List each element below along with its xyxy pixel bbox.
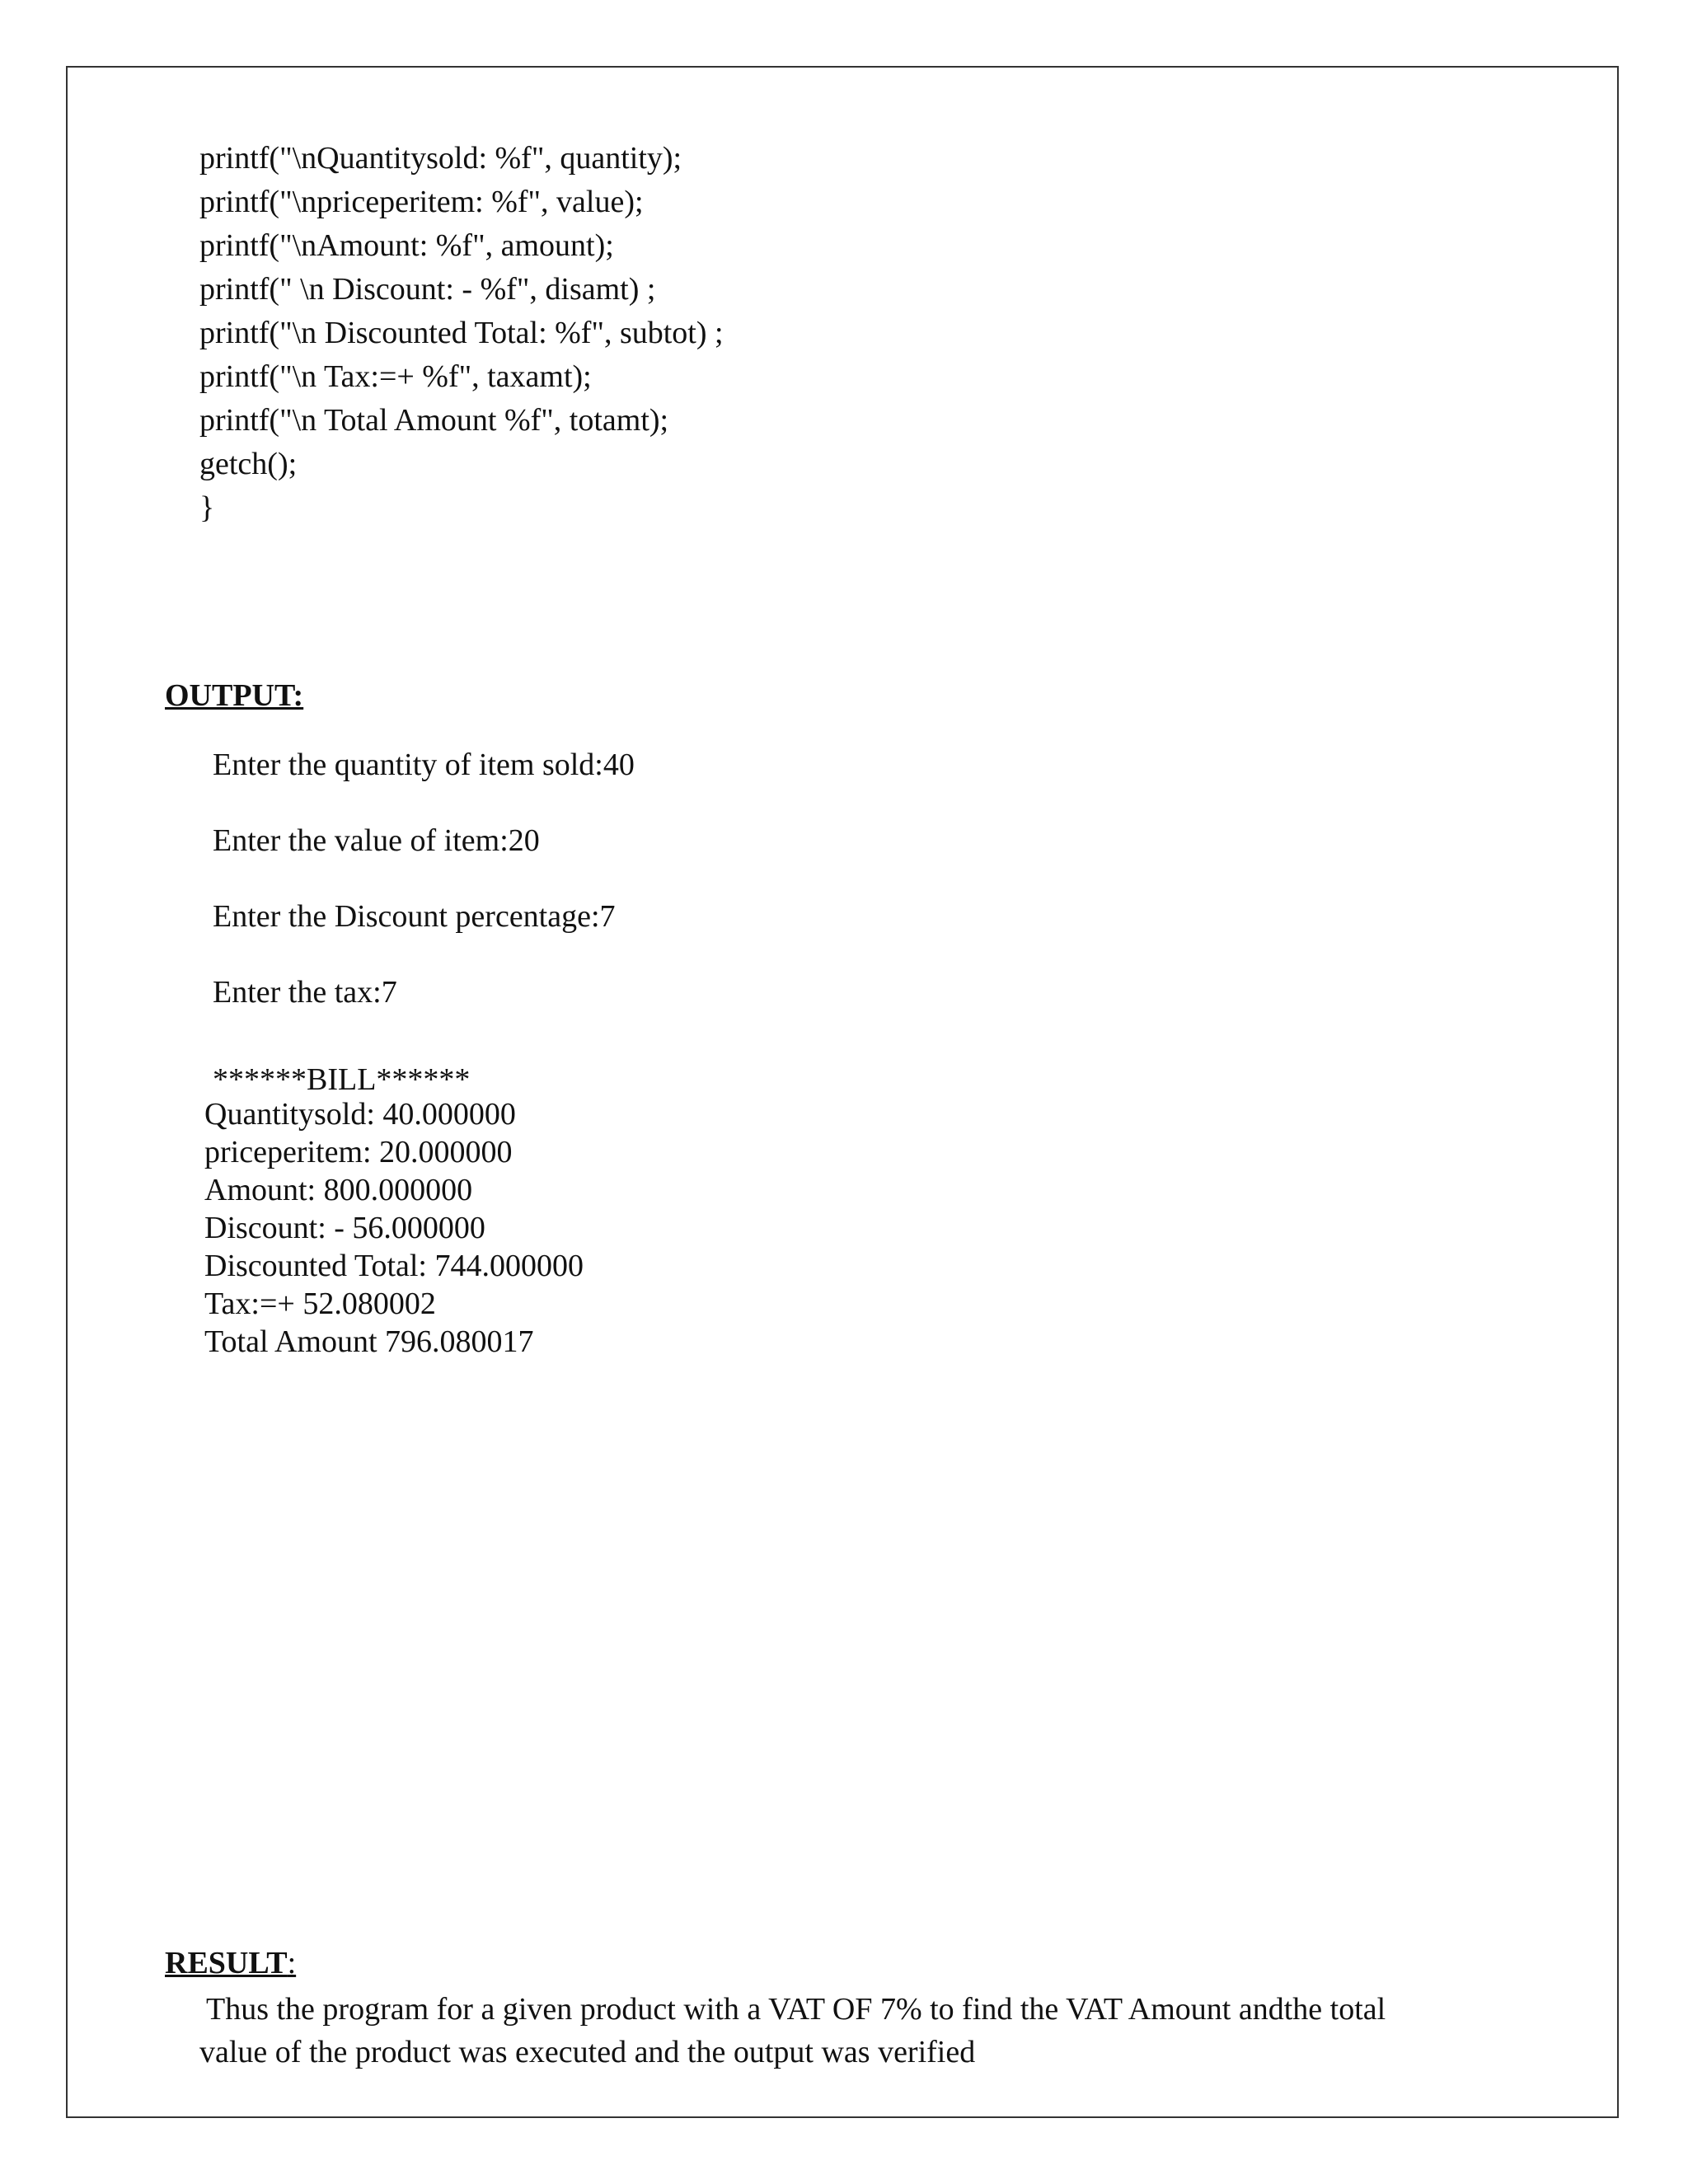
code-listing (199, 137, 724, 530)
result-heading-colon: : (287, 1946, 297, 1980)
bill-line-discount: Discount: - 56.000000 (204, 1211, 485, 1245)
code-line: getch(); (199, 447, 298, 481)
output-prompt-quantity: Enter the quantity of item sold:40 (213, 748, 635, 782)
bill-line-total-amount: Total Amount 796.080017 (204, 1324, 534, 1359)
bill-line-quantity: Quantitysold: 40.000000 (204, 1097, 516, 1132)
result-paragraph (199, 1988, 1584, 2074)
code-line: } (199, 490, 215, 525)
code-line: printf("\nAmount: %f", amount); (199, 228, 614, 263)
result-heading-wrapper (165, 1945, 296, 1981)
bill-line-tax: Tax:=+ 52.080002 (204, 1286, 436, 1321)
bill-line-discounted-total: Discounted Total: 744.000000 (204, 1249, 584, 1283)
code-line: printf("\n Discounted Total: %f", subtot) ; (199, 316, 724, 350)
bill-line-amount: Amount: 800.000000 (204, 1173, 473, 1207)
code-line: printf("\npriceperitem: %f", value); (199, 185, 644, 219)
output-prompt-discount: Enter the Discount percentage:7 (213, 899, 616, 934)
code-line: printf("\n Total Amount %f", totamt); (199, 403, 669, 438)
bill-line-price: priceperitem: 20.000000 (204, 1135, 513, 1169)
bill-lines (204, 1095, 584, 1361)
code-line: printf(" \n Discount: - %f", disamt) ; (199, 272, 656, 307)
result-heading: RESULT (165, 1946, 288, 1980)
code-line: printf("\nQuantitysold: %f", quantity); (199, 141, 682, 176)
result-line-1: Thus the program for a given product with a VAT OF 7% to find the VAT Amount andthe total (206, 1992, 1386, 2027)
bill-header: ******BILL****** (213, 1062, 471, 1097)
output-heading: OUTPUT: (165, 678, 304, 713)
output-prompt-tax: Enter the tax:7 (213, 975, 397, 1010)
output-prompt-value: Enter the value of item:20 (213, 823, 540, 858)
result-line-2: value of the product was executed and the output was verified (199, 2035, 976, 2069)
code-line: printf("\n Tax:=+ %f", taxamt); (199, 359, 592, 394)
